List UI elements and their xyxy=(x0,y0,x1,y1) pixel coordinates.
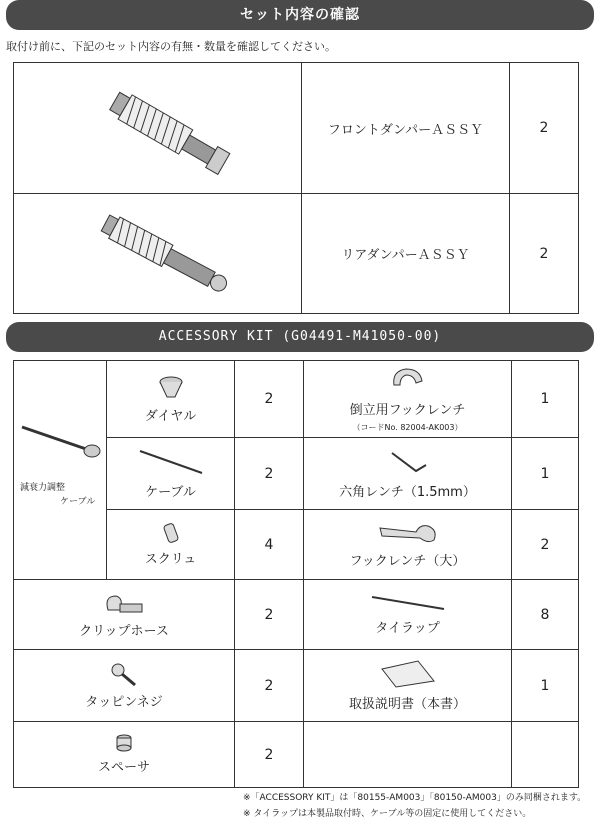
set-contents-header xyxy=(6,0,594,30)
cable-cell xyxy=(107,438,235,510)
hex-wrench-cell xyxy=(304,438,512,510)
item-name: リアダンパーＡＳＳＹ xyxy=(341,248,470,263)
item-name: フロントダンパーＡＳＳＹ xyxy=(327,122,484,138)
accessory-kit-header xyxy=(6,322,594,352)
item-name: フックレンチ（大） xyxy=(349,554,466,569)
item-name: ケーブル xyxy=(145,485,196,500)
hex-wrench-icon xyxy=(386,447,430,477)
inverted-hook-wrench-cell xyxy=(304,361,512,438)
cable-group-cell xyxy=(14,361,107,580)
item-code: （コードNo. 82004-AK003） xyxy=(352,423,463,432)
cable-group-line1: 減衰力調整 xyxy=(20,483,66,493)
item-qty: 8 xyxy=(512,580,579,650)
item-qty: 1 xyxy=(512,650,579,722)
item-qty: 2 xyxy=(510,194,579,314)
hook-wrench-icon xyxy=(388,365,428,395)
spacer-cell xyxy=(14,722,235,788)
table-row xyxy=(14,722,579,788)
footnotes xyxy=(243,790,586,822)
rear-damper-icon xyxy=(68,197,248,307)
accessory-table xyxy=(13,360,579,788)
set-table xyxy=(13,62,579,314)
large-hook-wrench-icon xyxy=(376,520,440,546)
spacer-icon xyxy=(114,734,134,752)
item-name: 倒立用フックレンチ xyxy=(349,403,466,418)
cable-icon xyxy=(136,447,206,477)
item-qty: 2 xyxy=(235,650,304,722)
screw-cell xyxy=(107,510,235,580)
clip-hose-icon xyxy=(102,590,146,616)
screw-icon xyxy=(161,522,181,544)
front-damper-icon xyxy=(68,66,248,186)
dial-icon xyxy=(156,375,186,401)
table-row xyxy=(14,194,579,314)
rear-damper-image-cell xyxy=(14,194,302,314)
table-row xyxy=(14,650,579,722)
item-name: スペーサ xyxy=(97,760,150,775)
manual-cell xyxy=(304,650,512,722)
adjust-cable-icon xyxy=(18,421,104,461)
tapping-screw-icon xyxy=(109,661,139,687)
item-qty: 2 xyxy=(235,580,304,650)
item-qty: 2 xyxy=(510,63,579,194)
cable-group-label xyxy=(20,481,95,509)
rear-damper-name-cell xyxy=(302,194,510,314)
tie-wrap-icon xyxy=(368,593,448,613)
item-name: タイラップ xyxy=(375,621,440,636)
item-name: 取扱説明書（本書） xyxy=(348,697,466,712)
item-name: 六角レンチ（1.5mm） xyxy=(339,485,476,500)
item-qty: 2 xyxy=(235,438,304,510)
set-contents-title: セット内容の確認 xyxy=(240,7,360,23)
item-qty: 2 xyxy=(512,510,579,580)
front-damper-name-cell xyxy=(302,63,510,194)
item-name: スクリュ xyxy=(144,552,197,567)
table-row xyxy=(14,580,579,650)
item-name: タッピンネジ xyxy=(85,695,163,710)
item-name: ダイヤル xyxy=(144,408,197,424)
item-name: クリップホース xyxy=(79,624,169,639)
intro-text: 取付け前に、下記のセット内容の有無・数量を確認してください。 xyxy=(6,40,336,53)
footnote-tie-wrap: ※ タイラップは本製品取付時、ケーブル等の固定に使用してください。 xyxy=(243,809,532,819)
footnote-kit: ※「ACCESSORY KIT」は「80155-AM003」「80150-AM003」のみ同梱されます。 xyxy=(243,793,587,803)
item-qty: 4 xyxy=(235,510,304,580)
tie-wrap-cell xyxy=(304,580,512,650)
front-damper-image-cell xyxy=(14,63,302,194)
clip-hose-cell xyxy=(14,580,235,650)
item-qty: 2 xyxy=(235,361,304,438)
empty-cell xyxy=(512,722,579,788)
dial-cell xyxy=(107,361,235,438)
item-qty: 2 xyxy=(235,722,304,788)
empty-cell xyxy=(304,722,512,788)
manual-icon xyxy=(378,659,438,689)
accessory-kit-title: ACCESSORY KIT (G04491-M41050-00) xyxy=(158,329,442,344)
table-row xyxy=(14,63,579,194)
item-qty: 1 xyxy=(512,438,579,510)
table-row xyxy=(14,361,579,438)
large-hook-wrench-cell xyxy=(304,510,512,580)
tapping-screw-cell xyxy=(14,650,235,722)
cable-group-line2: ケーブル xyxy=(60,497,96,507)
item-qty: 1 xyxy=(512,361,579,438)
